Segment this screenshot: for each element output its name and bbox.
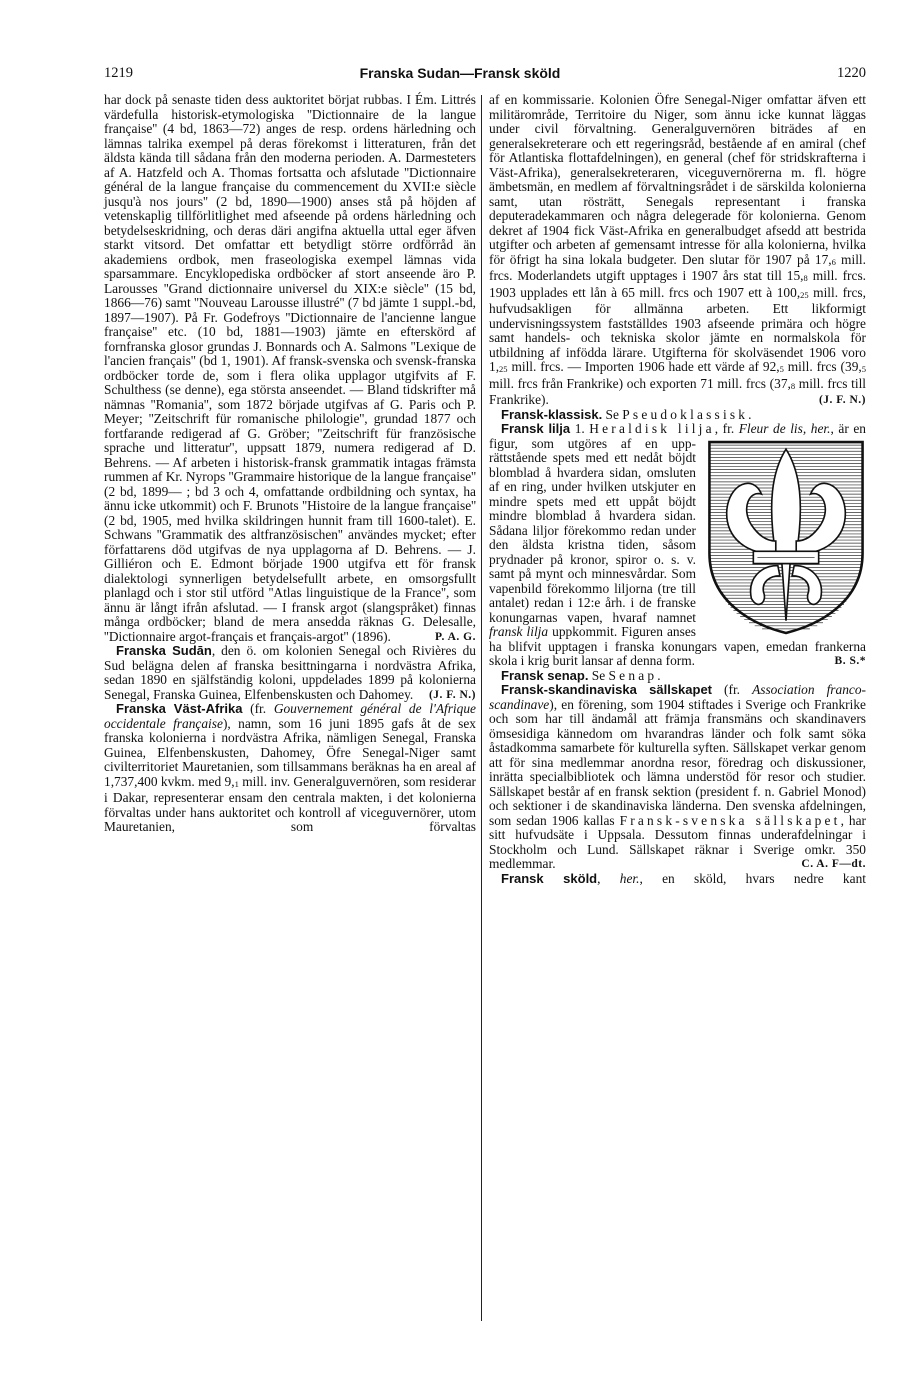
- entry-paragraph: [489, 872, 866, 887]
- body-text: , är en figur, som utgöres af en upp-: [489, 421, 866, 451]
- right-column: [489, 93, 866, 886]
- body-text: mill. frcs. Moderlandets utgift upptages i 1907 års stat till 15,: [489, 251, 866, 283]
- entry-paragraph: [104, 93, 476, 644]
- entry-paragraph: [489, 669, 866, 684]
- author-signature: (J. F. N.): [428, 688, 476, 701]
- subscript-digit: 25: [800, 289, 809, 300]
- page-number-right: 1220: [837, 65, 866, 81]
- headword: Franska Väst-Afrika: [116, 701, 243, 716]
- body-text: har dock på senaste tiden dess auktoritet börjat rubbas. I Ém. Littrés värdefulla historisk-etymologiska ''Dictionnaire de la langue française'' (4 bd, 1863—72) anges de resp. ordens härledning och lämnas talrika exempel på deras förekomst i litteraturen, från det äldsta kända till sådana från den moderna perioden. A. Darmesteters af A. Hatzfeld och A. Thomas fortsatta och afslutade ''Dictionnaire général de la langue française du commencement du XVII:e siècle jusqu'à nos jours'' (2 bd, 1890—1900) anses stå på höjden af vetenskaplig tillförlitlighet med afseende på ordens härledning och betydelseskridning, och deras däri angifna aktuella uttal eger äfven starkt vitsord. Det omfattar ett betydligt större ordförråd än akademiens ordbok, men fraseologiska exempel lämnas vida sparsammare. Encyklopediska ordböcker af stort anseende äro P. Larousses ''Grand dictionnaire universel du XIX:e siècle'' (15 bd, 1866—76) samt ''Nouveau Larousse illustré'' (7 bd jämte 1 suppl.-bd, 1897—1907). På Fr. Godefroys ''Dictionnaire de l'ancienne langue française'' etc. (10 bd, 1881—1903) jämte en efterskörd af fornfranska glosor grundas J. Bonnards och A. Salmons ''Lexique de l'ancien français'' (bd 1, 1901). Af fransk-svenska och svensk-franska ordböcker torde de, som i flera olika upplagor utgifvits af F. Schulthess (se denne), ega största anseendet. — Bland tidskrifter må nämnas ''Romania'', som 1872 började utgifvas af G. Paris och P. Meyer; ''Zeitschrift für romanische philologie'', grundad 1877 och fortfarande redigerad af G. Gröber; ''Zeitschrift für französische sprache und litteratur'', uppsatt 1879, numera redigerad af D. Behrens. — Af arbeten i historisk-fransk grammatik intagas främsta rummen af Kr. Nyrops ''Grammaire historique de la langue française'' (2 bd, 1899— ; bd 3 och 4, omfattande ordbildning och syntax, ha ännu icke utkommit) och F. Brunots ''Histoire de la langue française'' (2 bd, 1905, med hvilka skildringen hunnit fram till 1600-talet). E. Schwans ''Grammatik des altfranzösischen'' användes mycket; efter författarens död utgifvas de nya upplagorna af D. Behrens. — J. Gilliéron och E. Edmont började 1900 utgifva ett för fransk dialektologi synnerligen betydelsefullt arbete, en omsorgsfullt planlagd och i stor stil utförd ''Atlas linguistique de la France'', som ännu är långt ifrån afslutad. — I fransk argot (slangspråket) finnas många ordböcker; bland de mera ansedda räknas G. Delesalle, ''Dictionnaire argot-français et français-argot'' (1896).: [104, 92, 476, 644]
- headword: Fransk senap.: [501, 667, 589, 683]
- subscript-digit: 5: [861, 364, 866, 374]
- left-column: [104, 93, 476, 835]
- author-signature: B. S.*: [834, 655, 866, 667]
- headword: Fransk-skandinaviska sällskapet: [501, 682, 713, 697]
- headword: Fransk-klassisk.: [501, 406, 603, 422]
- body-text: , en sköld, hvars nedre kant: [639, 870, 866, 886]
- body-text: mill. frcs (39,: [783, 359, 862, 374]
- running-title: Franska Sudan—Fransk sköld: [359, 65, 561, 81]
- body-text: , har sitt hufvudsäte i Uppsala. Dessutom finnas underafdelningar i Stockholm och Lund. Sällskapet räknar i Sverige omkr. 350 medlemmar.: [489, 812, 866, 871]
- spaced-text: Fransk-svenska sällskapet: [619, 812, 841, 828]
- body-text: , den ö. om kolonien Senegal och Rivières du Sud belägna delen af franska besittningarna i nordvästra Afrika, sedan 1890 en själfständig koloni, uppdelades 1899 på kolonierna Senegal, Franska Guinea, Elfenbenskusten och Dahomey.: [104, 643, 477, 702]
- body-text: (fr.: [712, 682, 753, 697]
- body-text: , fr.: [714, 421, 739, 436]
- body-text: mill. frcs från Frankrike) och exporten 71 mill. frcs (37,: [489, 375, 791, 391]
- entry-paragraph: [489, 93, 866, 408]
- body-text: mill. frcs. — Importen 1906 hade ett värde af 92,: [507, 359, 780, 374]
- body-text: mill. frcs till Frankrike).: [489, 375, 867, 407]
- author-signature: (J. F. N.): [818, 394, 866, 406]
- italic-text: Association franco-scandinave: [489, 682, 866, 712]
- body-text: ), namn, som 16 juni 1895 gafs åt de sex franska kolonierna i nordvästra Afrika, nämligen Senegal, Franska Guinea, Elfenbenskusten, Dahomey, Öfre Senegal-Niger samt civilterritoriet Mauretanien, som tillsammans beräknas ha en areal af 1,737,400 kvkm. med 9,: [104, 715, 476, 789]
- body-text: rättstående spets med ett nedåt böjdt blomblad å hvardera sidan, omsluten af en ring, under hvilken utskjuter en mindre spets med ett uppåt böjdt mindre blomblad å hvardera sidan. Sådana liljor förekommo redan under den äldsta kristna tiden, såsom prydnader på kronor, spiror o. s. v. samt på mynt och minnesvårdar. Som vapenbild förekommo liljorna (tre till antalet) redan i 12:e årh. i de franske konungarnas vapen, hvaraf namnet: [489, 450, 696, 625]
- fleur-de-lis-shield-illustration: [706, 439, 866, 635]
- entry-paragraph: [489, 422, 866, 669]
- body-text: (fr.: [242, 701, 274, 716]
- subscript-digit: 6: [831, 256, 836, 267]
- headword: Fransk lilja: [501, 421, 571, 436]
- column-divider: [481, 95, 482, 1321]
- italic-text: fransk lilja: [489, 624, 549, 639]
- entry-paragraph: [104, 644, 476, 702]
- entry-paragraph: [489, 683, 866, 872]
- headword: Franska Sudān: [116, 643, 212, 658]
- body-text: uppkommit. Figuren anses ha blifvit upptagen i franska konungars vapen, emedan frankerna skola i krig burit lansar af denna form.: [489, 624, 866, 668]
- author-signature: P. A. G.: [435, 630, 476, 643]
- entry-paragraph: [489, 408, 866, 423]
- body-text: af en kommissarie. Kolonien Öfre Senegal-Niger omfattar äfven ett militärområde, Territoire du Niger, som ännu icke kunnat läggas under civil förvaltning. Generalguvernören biträdes af en generalsekreterare och ett regeringsråd, bestående af en amiral (chef för Atlantiska flottafdelningen), en general (chef för stridskrafterna i Väst-Afrika), generalsekreteraren, viceguvernörerna m. fl. högre ämbetsmän, en medlem af förvaltningsrådet i de särskilda kolonierna samt, utan rösträtt, Senegals representant i franska deputeradekammaren och några delegerade för kolonierna. Genom dekret af 1904 fick Väst-Afrika en generalbudget afsedd att bestrida utgifter och arbeten af gemensamt intresse för alla kolonierna, hvilka för öfrigt ha sina lokala budgeter. Den slutar för 1907 på 17,: [489, 92, 866, 267]
- spaced-text: Pseudoklassisk.: [622, 406, 755, 422]
- body-text: Se: [588, 667, 609, 683]
- headword: Fransk sköld: [501, 870, 598, 886]
- subscript-digit: 25: [499, 364, 508, 374]
- body-text: Se: [602, 406, 623, 422]
- body-text: mill. inv. Generalguvernören, som residerar i Dakar, representerar ensam den centrala makten, i det kolonierna förvaltas under hans auktoritet och kontroll af viceguvernörer, utom Mauretanien, som förvaltas: [104, 773, 477, 834]
- subscript-digit: 1: [234, 778, 239, 789]
- page-number-left: 1219: [104, 65, 133, 81]
- body-text: 1.: [570, 421, 590, 436]
- italic-text: her.: [619, 870, 640, 886]
- body-text: ,: [597, 870, 620, 886]
- author-signature: C. A. F—dt.: [801, 858, 866, 870]
- subscript-digit: 5: [779, 364, 784, 374]
- spaced-text: Heraldisk lilja: [589, 421, 715, 436]
- spaced-text: Senap.: [608, 667, 664, 683]
- body-text: mill. frcs. 1903 upplades ett lån à 65 mill. frcs och 1907 ett à 100,: [489, 268, 867, 300]
- body-text: ), en förening, som 1904 stiftades i Sverige och Frankrike och som har till ändamål att främja fransmäns och skandinavers ömsesidiga kännedom om hvarandras länder och folk samt söka åstadkomma samarbete för kulturella syften. Sällskapet verkar genom att för sina medlemmar anordna resor, föredrag och diskussioner, inrätta specialbibliotek och lämna understöd för resor och studier. Sällskapet består af en fransk sektion (president f. n. Gabriel Monod) och sektioner i de skandinaviska länderna. Den svenska afdelningen, som sedan 1906 kallas: [489, 696, 866, 828]
- subscript-digit: 8: [803, 273, 808, 283]
- subscript-digit: 8: [790, 380, 796, 391]
- body-text: mill. frcs, hufvudsakligen för allmänna arbeten. Ett likformigt undervisningssystem fastställdes 1903 afseende primära och högre samt handels- och tekniska skolor jämte en normalskola för utbildning af infödda lärare. Utgifterna för skolväsendet 1906 voro 1,: [489, 284, 866, 374]
- italic-text: Gouvernement général de l'Afrique occidentale française: [104, 701, 476, 731]
- italic-text: Fleur de lis, her.: [738, 421, 831, 436]
- entry-paragraph: [104, 702, 476, 835]
